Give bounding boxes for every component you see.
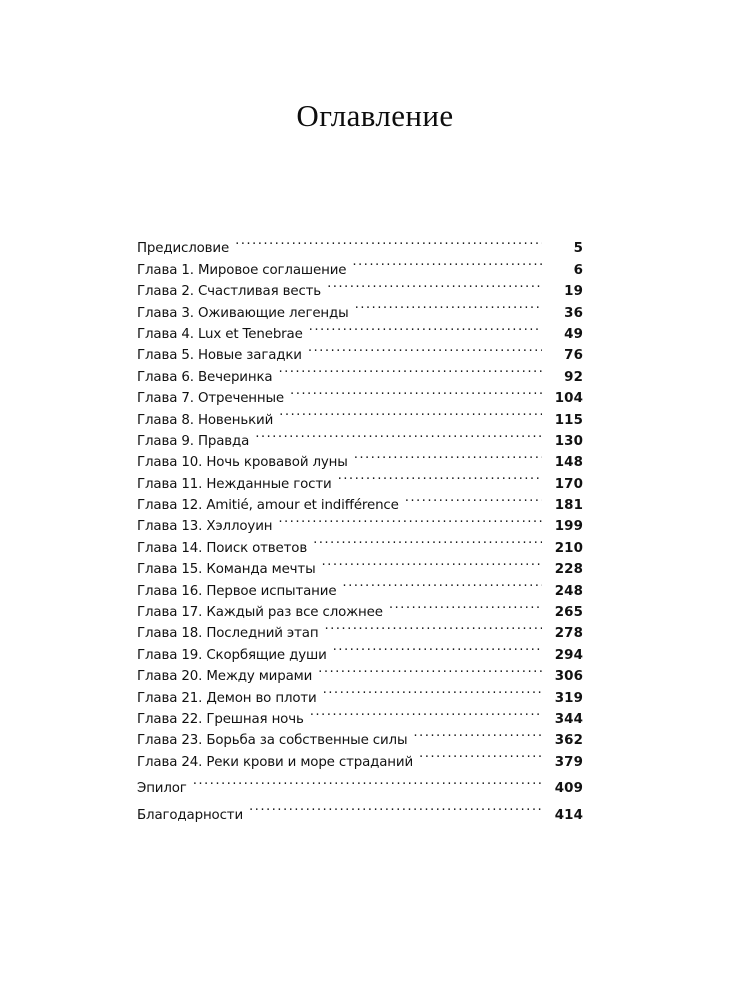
toc-dot-leader [235, 231, 542, 252]
toc-entry-page-number: 104 [554, 391, 583, 407]
toc-entry-label: Глава 12. Amitié, amour et indifférence [137, 498, 399, 514]
toc-dot-leader [323, 680, 542, 701]
toc-dot-leader [318, 659, 542, 680]
toc-entry-page-number: 228 [554, 562, 583, 578]
toc-entry-page-number: 248 [554, 583, 583, 599]
toc-entry-page-number: 36 [564, 305, 583, 321]
toc-entry-label: Глава 21. Демон во плоти [137, 690, 317, 706]
toc-dot-leader [405, 488, 542, 509]
toc-entry-label: Глава 1. Мировое соглашение [137, 262, 347, 278]
toc-entry-label: Глава 14. Поиск ответов [137, 540, 308, 556]
toc-dot-leader [419, 744, 542, 765]
page-title: Оглавление [296, 98, 454, 133]
toc-entry-label: Глава 10. Ночь кровавой луны [137, 455, 348, 471]
toc-entry-label: Глава 13. Хэллоуин [137, 519, 273, 535]
toc-entry-label: Глава 17. Каждый раз все сложнее [137, 605, 383, 621]
toc-entry-label: Глава 23. Борьба за собственные силы [137, 733, 408, 749]
toc-entry-label: Глава 5. Новые загадки [137, 348, 302, 364]
toc-entry[interactable] [137, 771, 583, 797]
toc-entry-label: Глава 11. Нежданные гости [137, 476, 332, 492]
toc-entry-page-number: 414 [554, 807, 583, 823]
toc-dot-leader [309, 317, 542, 338]
toc-dot-leader [278, 359, 542, 380]
toc-entry-label: Глава 19. Скорбящие души [137, 647, 327, 663]
toc-dot-leader [389, 595, 542, 616]
toc-entry-label: Глава 22. Грешная ночь [137, 711, 304, 727]
toc-dot-leader [342, 573, 542, 594]
toc-entry-page-number: 306 [554, 669, 583, 685]
toc-dot-leader [333, 637, 542, 658]
toc-entry-page-number: 19 [564, 284, 583, 300]
toc-entry-label: Глава 4. Lux et Tenebrae [137, 326, 303, 342]
toc-entry-page-number: 76 [564, 348, 583, 364]
toc-dot-leader [193, 771, 542, 792]
toc-entry-page-number: 409 [554, 781, 583, 797]
toc-dot-leader [278, 509, 542, 530]
toc-entry-label: Глава 6. Вечеринка [137, 369, 273, 385]
toc-entry-label: Глава 7. Отреченные [137, 391, 285, 407]
toc-dot-leader [279, 402, 542, 423]
toc-entry-label: Глава 2. Счастливая весть [137, 284, 322, 300]
toc-entry-page-number: 344 [554, 711, 583, 727]
toc-entry-label: Глава 3. Оживающие легенды [137, 305, 349, 321]
toc-dot-leader [413, 723, 542, 744]
toc-entry-page-number: 210 [554, 540, 583, 556]
toc-entry-page-number: 49 [564, 326, 583, 342]
toc-dot-leader [338, 466, 542, 487]
toc-entry-label: Благодарности [137, 807, 244, 823]
toc-dot-leader [255, 424, 542, 445]
toc-entry-page-number: 92 [564, 369, 583, 385]
toc-entry-page-number: 265 [554, 605, 583, 621]
toc-dot-leader [313, 530, 542, 551]
toc-entry-page-number: 5 [573, 241, 583, 257]
toc-dot-leader [308, 338, 542, 359]
toc-entry-label: Глава 18. Последний этап [137, 626, 319, 642]
toc-entry-label: Глава 24. Реки крови и море страданий [137, 754, 414, 770]
toc-entry-label: Глава 20. Между мирами [137, 669, 313, 685]
toc-dot-leader [310, 702, 542, 723]
toc-entry[interactable] [137, 231, 583, 257]
toc-entry-page-number: 278 [554, 626, 583, 642]
toc-entry-page-number: 379 [554, 754, 583, 770]
toc-entry-page-number: 294 [554, 647, 583, 663]
toc-dot-leader [355, 295, 542, 316]
toc-dot-leader [249, 797, 542, 818]
toc-entry-label: Глава 8. Новенький [137, 412, 274, 428]
toc-entry-label: Глава 16. Первое испытание [137, 583, 337, 599]
toc-dot-leader [352, 252, 542, 273]
toc-entry-page-number: 170 [554, 476, 583, 492]
toc-entry-page-number: 148 [554, 455, 583, 471]
toc-entry-list [137, 231, 583, 823]
toc-entry-label: Глава 15. Команда мечты [137, 562, 316, 578]
toc-dot-leader [324, 616, 542, 637]
toc-entry-page-number: 115 [554, 412, 583, 428]
toc-entry-label: Эпилог [137, 781, 187, 797]
toc-entry-page-number: 199 [554, 519, 583, 535]
toc-entry-label: Предисловие [137, 241, 230, 257]
toc-dot-leader [322, 552, 543, 573]
toc-dot-leader [327, 274, 542, 295]
toc-entry-label: Глава 9. Правда [137, 433, 250, 449]
toc-entry-page-number: 6 [573, 262, 583, 278]
toc-dot-leader [290, 381, 542, 402]
toc-entry-page-number: 362 [554, 733, 583, 749]
toc-entry-page-number: 319 [554, 690, 583, 706]
toc-dot-leader [354, 445, 542, 466]
toc-entry[interactable] [137, 797, 583, 823]
toc-entry-page-number: 181 [554, 498, 583, 514]
toc-entry-page-number: 130 [554, 433, 583, 449]
